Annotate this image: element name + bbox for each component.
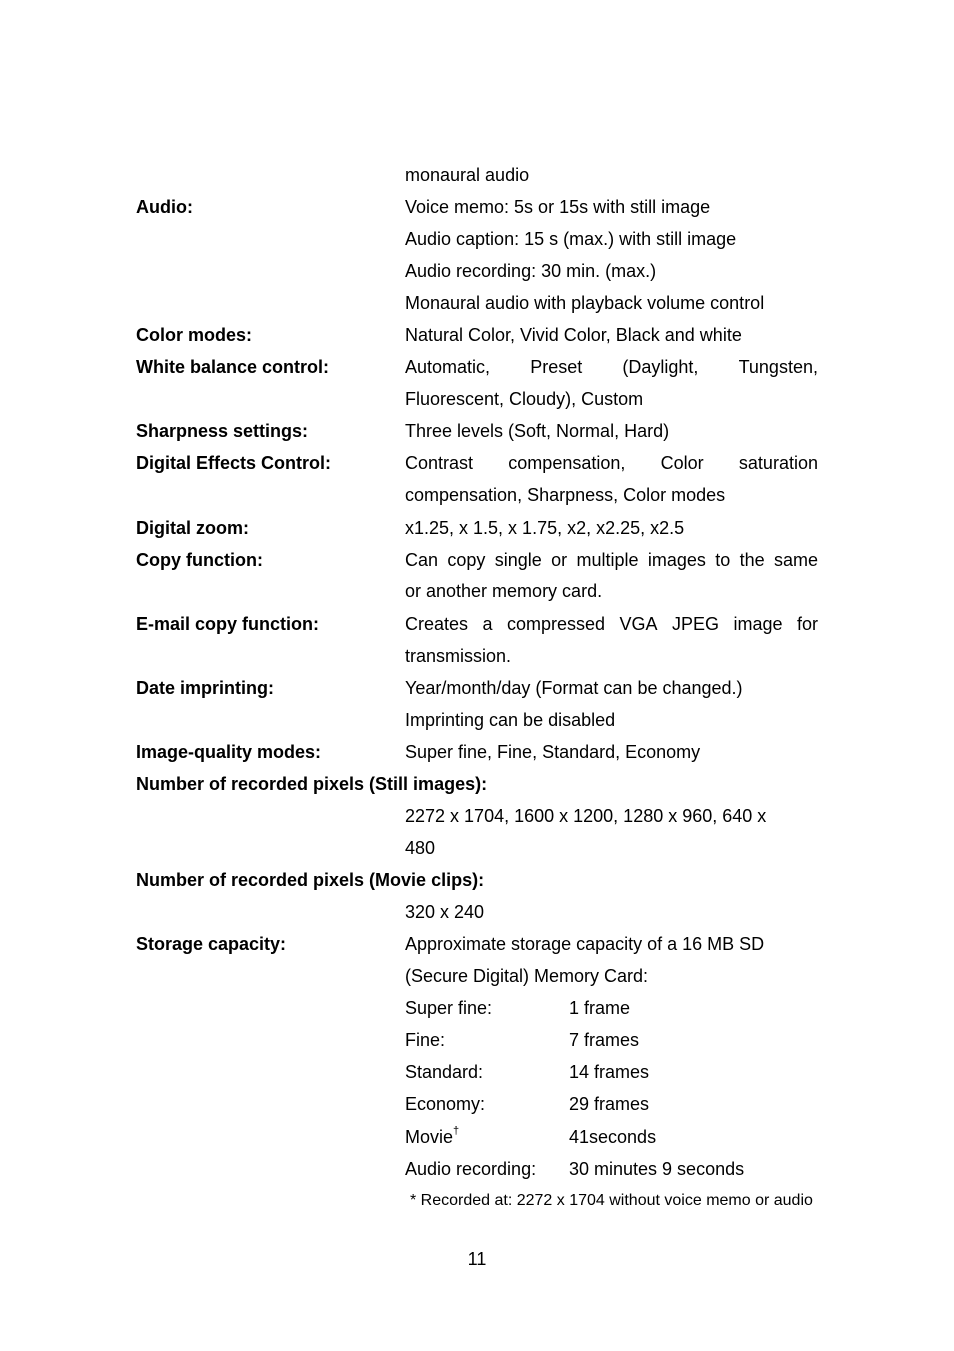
word: images — [647, 550, 706, 570]
color-modes-value: Natural Color, Vivid Color, Black and white — [405, 325, 742, 345]
word: saturation — [738, 453, 818, 473]
word: Contrast — [405, 453, 474, 473]
word: single — [494, 550, 542, 570]
email-copy-line1 — [405, 608, 818, 640]
date-imprinting-line1: Year/month/day (Format can be changed.) — [405, 678, 743, 698]
pixels-still-line1: 2272 x 1704, 1600 x 1200, 1280 x 960, 640 x — [405, 806, 767, 826]
word: multiple — [576, 550, 639, 570]
word: VGA — [619, 614, 658, 634]
pixels-still-line2: 480 — [405, 838, 436, 858]
image-quality-label: Image-quality modes: — [136, 742, 322, 762]
storage-row-key-movie — [405, 1121, 459, 1153]
word: Creates — [405, 614, 469, 634]
audio-label: Audio: — [136, 197, 193, 217]
dagger-mark: † — [453, 1125, 460, 1137]
word: copy — [447, 550, 486, 570]
copy-function-line2: or another memory card. — [405, 581, 603, 601]
storage-label: Storage capacity: — [136, 934, 287, 954]
sharpness-value: Three levels (Soft, Normal, Hard) — [405, 421, 670, 441]
storage-line1: Approximate storage capacity of a 16 MB SD — [405, 934, 765, 954]
date-imprinting-line2: Imprinting can be disabled — [405, 710, 616, 730]
word: image — [733, 614, 783, 634]
audio-line: Audio caption: 15 s (max.) with still image — [405, 229, 737, 249]
storage-row-value: 7 frames — [569, 1030, 640, 1050]
white-balance-line2: Fluorescent, Cloudy), Custom — [405, 389, 644, 409]
color-modes-label: Color modes: — [136, 325, 253, 345]
copy-function-line1 — [405, 544, 818, 576]
word: Preset — [530, 357, 583, 377]
digital-zoom-label: Digital zoom: — [136, 518, 249, 538]
word: JPEG — [671, 614, 719, 634]
digital-effects-line2: compensation, Sharpness, Color modes — [405, 485, 726, 505]
storage-footnote: * Recorded at: 2272 x 1704 without voice memo or audio — [410, 1192, 813, 1209]
audio-line: Audio recording: 30 min. (max.) — [405, 261, 657, 281]
movie-key-text: Movie — [405, 1127, 454, 1147]
storage-row-key: Super fine: — [405, 998, 493, 1018]
storage-line2: (Secure Digital) Memory Card: — [405, 966, 649, 986]
pixels-movie-value: 320 x 240 — [405, 902, 485, 922]
digital-zoom-value: x1.25, x 1.5, x 1.75, x2, x2.25, x2.5 — [405, 518, 685, 538]
word: Color — [660, 453, 704, 473]
email-copy-line2: transmission. — [405, 646, 512, 666]
word: compressed — [506, 614, 606, 634]
word: for — [796, 614, 818, 634]
storage-row-value: 41seconds — [569, 1127, 657, 1147]
storage-row-key: Audio recording: — [405, 1159, 537, 1179]
storage-row-value: 29 frames — [569, 1094, 650, 1114]
date-imprinting-label: Date imprinting: — [136, 678, 274, 698]
word: Automatic, — [405, 357, 491, 377]
white-balance-line1 — [405, 351, 818, 383]
word: Tungsten, — [738, 357, 818, 377]
audio-top-value: monaural audio — [405, 165, 530, 185]
image-quality-value: Super fine, Fine, Standard, Economy — [405, 742, 701, 762]
copy-function-label: Copy function: — [136, 550, 263, 570]
storage-row-value: 1 frame — [569, 998, 631, 1018]
white-balance-label: White balance control: — [136, 357, 330, 377]
word: or — [551, 550, 568, 570]
digital-effects-line1 — [405, 447, 818, 479]
audio-line: Voice memo: 5s or 15s with still image — [405, 197, 711, 217]
word: Can — [405, 550, 439, 570]
pixels-movie-label: Number of recorded pixels (Movie clips): — [136, 870, 485, 890]
storage-row-key: Standard: — [405, 1062, 484, 1082]
audio-line: Monaural audio with playback volume control — [405, 293, 765, 313]
pixels-still-label: Number of recorded pixels (Still images): — [136, 774, 488, 794]
word: same — [773, 550, 818, 570]
storage-row-value: 30 minutes 9 seconds — [569, 1159, 745, 1179]
digital-effects-label: Digital Effects Control: — [136, 453, 332, 473]
word: compensation, — [508, 453, 626, 473]
email-copy-label: E-mail copy function: — [136, 614, 320, 634]
page-number: 11 — [467, 1249, 487, 1269]
sharpness-label: Sharpness settings: — [136, 421, 309, 441]
storage-row-value: 14 frames — [569, 1062, 650, 1082]
storage-row-key: Economy: — [405, 1094, 486, 1114]
word: to — [715, 550, 731, 570]
word: a — [482, 614, 493, 634]
storage-row-key: Fine: — [405, 1030, 446, 1050]
word: (Daylight, — [622, 357, 699, 377]
word: the — [739, 550, 765, 570]
